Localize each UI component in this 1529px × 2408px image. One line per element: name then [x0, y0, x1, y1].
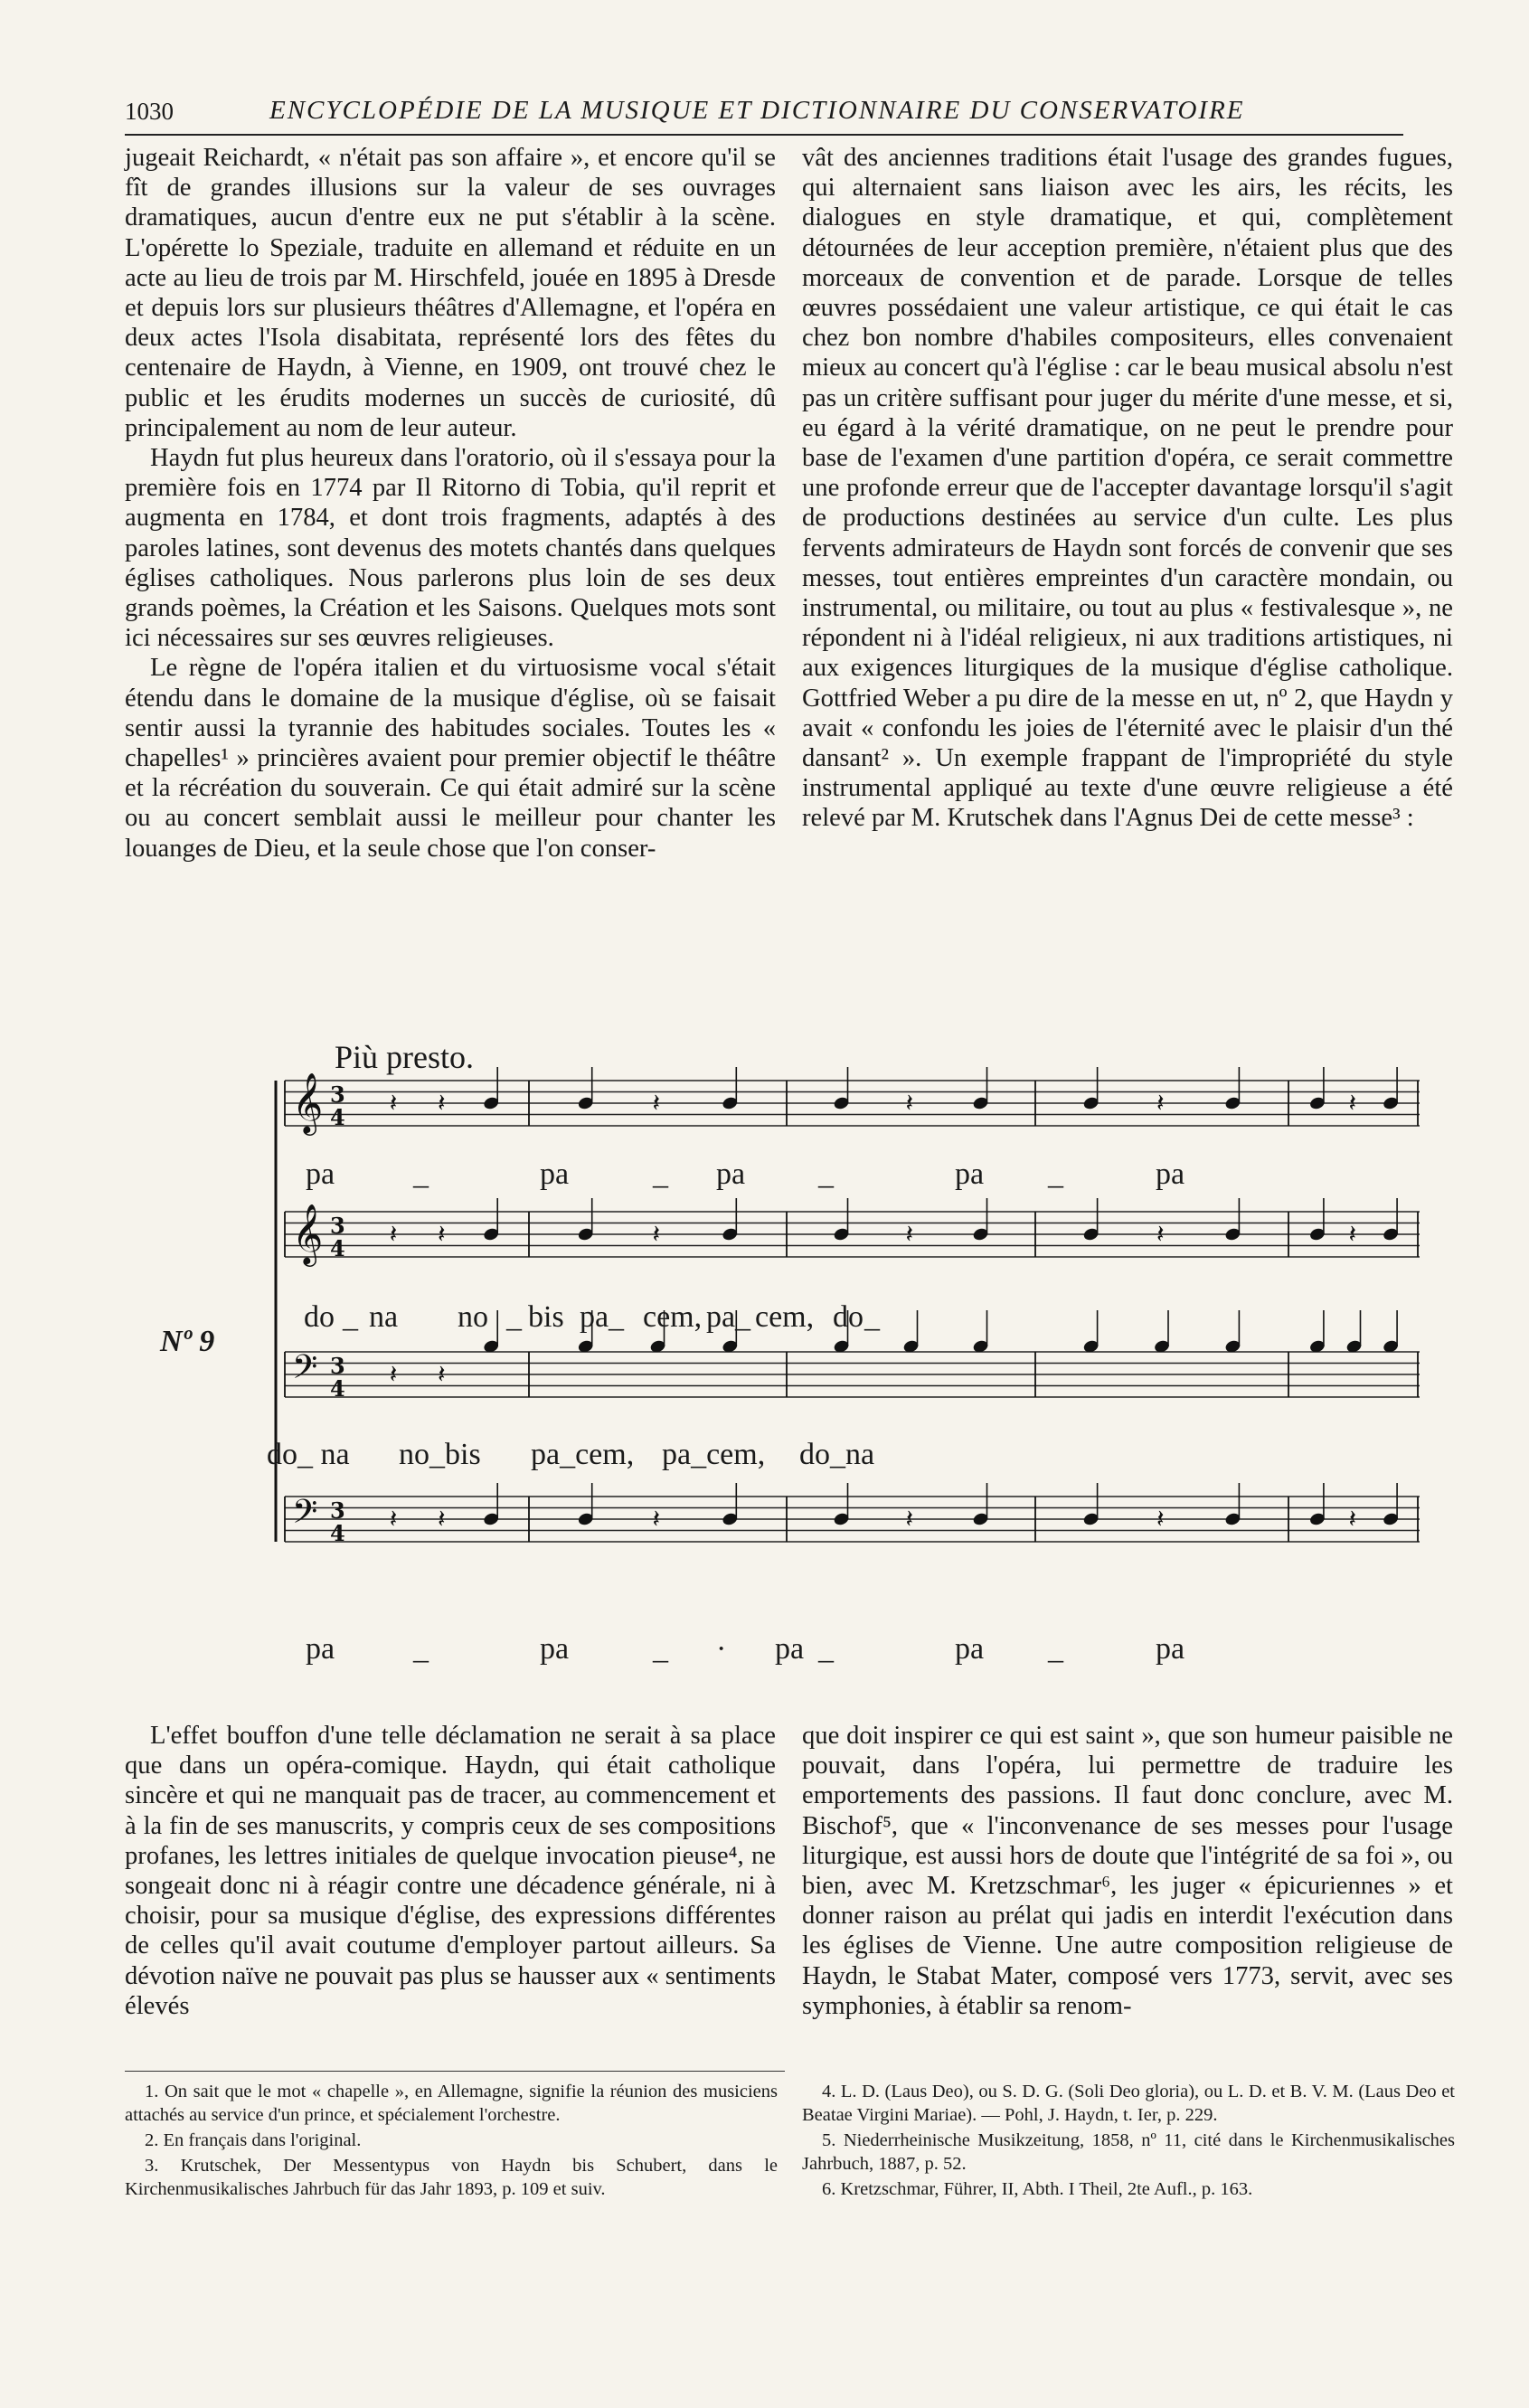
lyric-syllable: _: [413, 1632, 429, 1666]
lyric-syllable: _: [818, 1157, 834, 1191]
rest: 𝄽: [438, 1219, 446, 1249]
rest: 𝄽: [389, 1504, 398, 1534]
bass-clef: 𝄢: [292, 1348, 318, 1394]
paragraph: vât des anciennes traditions était l'usage des grandes fugues, qui alternaient sans liaison avec les airs, les récits, les dialogues en style dramatique, et qui, complètement détournées de leur acception première, n'étaient plus que des morceaux de convention et de parade. Lorsque de telles œuvres possédaient une valeur artistique, ce qui était le cas chez bon nombre d'habiles compositeurs, elles convenaient mieux au concert qu'à l'église : car le beau musical absolu n'est pas un critère suffisant pour juger du mérite d'une messe, et si, eu égard à la vérité dramatique, on ne peut le prendre pour base de l'examen d'une partition d'opéra, ce serait commettre une profonde erreur que de l'accepter davantage lorsqu'il s'agit de productions destinées au service d'un culte. Les plus fervents admirateurs de Haydn sont forcés de convenir que ses messes, tout entières empreintes d'un caractère mondain, ou instrumental, ou militaire, ou tout au plus « festivalesque », ne répondent ni à l'idéal religieux, ni aux traditions artistiques, ni aux exigences liturgiques de la musique d'église catholique. Gottfried Weber a pu dire de la messe en ut, nº 2, que Haydn y avait « confondu les joies de l'éternité avec le plaisir d'un thé dansant² ». Un exemple frappant de l'impropriété du style instrumental appliqué au texte d'une œuvre religieuse a été relevé par M. Krutschek dans l'Agnus Dei de cette messe³ :: [802, 144, 1453, 833]
footnotes-left: [125, 2080, 778, 2203]
rest: 𝄽: [905, 1088, 914, 1118]
rest: 𝄽: [1348, 1504, 1357, 1534]
lyric-syllable: no_bis: [399, 1438, 481, 1471]
rest: 𝄽: [389, 1219, 398, 1249]
lyric-syllable: ·: [716, 1632, 727, 1666]
rest: 𝄽: [1156, 1219, 1165, 1249]
left-column-top: [125, 143, 776, 864]
time-signature: 4: [330, 1235, 345, 1261]
left-column-bottom: [125, 1721, 776, 2021]
treble-clef: 𝄞: [292, 1203, 324, 1264]
lyric-syllable: pa: [706, 1300, 736, 1334]
lyric-syllable: _: [818, 1632, 834, 1666]
footnotes-right: [802, 2080, 1455, 2203]
rest: 𝄽: [652, 1504, 661, 1534]
page-number: 1030: [125, 98, 174, 125]
rest: 𝄽: [652, 1219, 661, 1249]
lyric-syllable: do: [833, 1300, 864, 1334]
lyric-syllable: _: [864, 1300, 880, 1334]
lyric-syllable: cem,: [643, 1300, 703, 1334]
lyric-syllable: pa: [540, 1632, 570, 1666]
music-example: [160, 1039, 1420, 1691]
lyric-syllable: _: [609, 1300, 624, 1334]
paragraph: jugeait Reichardt, « n'était pas son affaire », et encore qu'il se fît de grandes illusions sur la valeur de ses ouvrages dramatiques, aucun d'entre eux ne put s'établir à la scène. L'opérette lo Speziale, traduite en allemand et réduite en un acte au lieu de trois par M. Hirschfeld, jouée en 1895 à Dresde et depuis lors sur plusieurs théâtres d'Allemagne, et l'opéra en deux actes l'Isola disabitata, représenté lors des fêtes du centenaire de Haydn, à Vienne, en 1909, ont trouvé chez le public et les érudits modernes un succès de curiosité, dû principalement au nom de leur auteur.: [125, 144, 776, 442]
lyric-syllable: do: [304, 1300, 335, 1334]
footnote: 4. L. D. (Laus Deo), ou S. D. G. (Soli Deo gloria), ou L. D. et B. V. M. (Laus Deo et Beatae Virgini Mariae). — Pohl, J. Haydn, t. Ier, p. 229.: [802, 2082, 1455, 2125]
lyric-syllable: pa: [540, 1157, 570, 1191]
lyric-syllable: pa: [1156, 1632, 1185, 1666]
lyric-syllable: pa: [580, 1300, 609, 1334]
lyric-syllable: _: [1048, 1632, 1063, 1666]
lyric-syllable: _: [413, 1157, 429, 1191]
score-staves: [267, 1040, 1420, 1691]
lyric-syllable: do_ na: [267, 1438, 350, 1471]
right-column-top: [802, 143, 1453, 834]
paragraph: Le règne de l'opéra italien et du virtuosisme vocal s'était étendu dans le domaine de la musique d'église, où se faisait sentir aussi la tyrannie des habitudes sociales. Toutes les « chapelles¹ » princières avaient pour premier objectif le théâtre et la récréation du souverain. Ce qui était admiré sur la scène ou au concert semblait aussi le meilleur pour chanter les louanges de Dieu, et la seule chose que l'on conser-: [125, 654, 776, 863]
paragraph: Haydn fut plus heureux dans l'oratorio, où il s'essaya pour la première fois en 1774 par Il Ritorno di Tobia, qu'il reprit et augmenta en 1784, et dont trois fragments, adaptés à des paroles latines, sont devenus des motets chantés dans quelques églises catholiques. Nous parlerons plus loin de ses deux grands poèmes, la Création et les Saisons. Quelques mots sont ici nécessaires sur ses œuvres religieuses.: [125, 444, 776, 653]
footnote: 5. Niederrheinische Musikzeitung, 1858, nº 11, cité dans le Kirchenmusikalisches Jahrbuch, 1887, p. 52.: [802, 2130, 1455, 2174]
time-signature: 3: [330, 1213, 345, 1239]
time-signature: 3: [330, 1497, 345, 1524]
lyric-syllable: pa: [716, 1157, 746, 1191]
rest: 𝄽: [905, 1219, 914, 1249]
lyric-syllable: pa: [775, 1632, 805, 1666]
lyric-syllable: cem,: [755, 1300, 815, 1334]
paragraph: L'effet bouffon d'une telle déclamation ne serait à sa place que dans un opéra-comique. Haydn, qui était catholique sincère et qui ne manquait pas de tracer, au commencement et à la fin de ses manuscrits, y compris ceux de ses compositions profanes, les lettres initiales de quelque invocation pieuse⁴, ne songeait donc ni à réagir contre une décadence générale, ni à choisir, pour sa musique d'église, des expressions différentes de celles qu'il avait coutume d'employer partout ailleurs. Sa dévotion naïve ne pouvait pas plus se hausser aux « sentiments élevés: [125, 1722, 776, 2020]
running-title: ENCYCLOPÉDIE DE LA MUSIQUE ET DICTIONNAIRE DU CONSERVATOIRE: [269, 96, 1245, 125]
lyric-syllable: _: [1048, 1157, 1063, 1191]
header-rule: [125, 134, 1403, 136]
rest: 𝄽: [438, 1088, 446, 1118]
example-number: Nº 9: [160, 1325, 215, 1358]
lyric-syllable: _: [343, 1300, 358, 1334]
time-signature: 4: [330, 1520, 345, 1546]
time-signature: 4: [330, 1375, 345, 1402]
treble-clef: 𝄞: [292, 1072, 324, 1133]
time-signature: 4: [330, 1104, 345, 1130]
time-signature: 3: [330, 1353, 345, 1379]
rest: 𝄽: [389, 1088, 398, 1118]
rest: 𝄽: [652, 1088, 661, 1118]
rest: 𝄽: [389, 1359, 398, 1389]
footnote: 1. On sait que le mot « chapelle », en Allemagne, signifie la réunion des musiciens attachés au service d'un prince, et spécialement l'orchestre.: [125, 2082, 778, 2125]
lyric-syllable: pa: [955, 1632, 985, 1666]
footnote: 6. Kretzschmar, Führer, II, Abth. I Theil, 2te Aufl., p. 163.: [822, 2179, 1253, 2199]
right-column-bottom: [802, 1721, 1453, 2021]
footnote-rule: [125, 2071, 785, 2072]
lyric-syllable: _: [506, 1300, 522, 1334]
lyric-syllable: _: [735, 1300, 750, 1334]
footnote: 2. En français dans l'original.: [145, 2130, 362, 2150]
lyric-syllable: pa_cem,: [662, 1438, 766, 1471]
page-header: [125, 94, 1403, 130]
rest: 𝄽: [438, 1504, 446, 1534]
lyric-syllable: na: [369, 1300, 399, 1334]
rest: 𝄽: [905, 1504, 914, 1534]
lyric-syllable: pa: [955, 1157, 985, 1191]
lyric-syllable: pa: [306, 1632, 335, 1666]
rest: 𝄽: [1348, 1088, 1357, 1118]
tempo-marking: Più presto.: [335, 1039, 475, 1075]
lyric-syllable: _: [653, 1632, 668, 1666]
lyric-syllable: _: [653, 1157, 668, 1191]
lyric-syllable: do_na: [799, 1438, 875, 1471]
lyric-syllable: pa: [1156, 1157, 1185, 1191]
footnote: 3. Krutschek, Der Messentypus von Haydn bis Schubert, dans le Kirchenmusikalisches Jahrbuch für das Jahr 1893, p. 109 et suiv.: [125, 2156, 778, 2199]
paragraph: que doit inspirer ce qui est saint », que son humeur paisible ne pouvait, dans l'opéra, lui permettre de traduire les emportements des passions. Il faut donc conclure, avec M. Bischof⁵, que « l'inconvenance de ses messes pour l'usage liturgique, est aussi hors de doute que l'intégrité de sa foi », ou bien, avec M. Kretzschmar⁶, les juger « épicuriennes » et donner raison au prélat qui jadis en interdit l'exécution dans les églises de Vienne. Une autre composition religieuse de Haydn, le Stabat Mater, composé vers 1773, servit, avec ses symphonies, à établir sa renom-: [802, 1722, 1453, 2020]
lyric-syllable: no: [458, 1300, 488, 1334]
rest: 𝄽: [1156, 1504, 1165, 1534]
rest: 𝄽: [1348, 1219, 1357, 1249]
rest: 𝄽: [438, 1359, 446, 1389]
bass-clef: 𝄢: [292, 1493, 318, 1539]
time-signature: 3: [330, 1081, 345, 1108]
lyric-syllable: pa_cem,: [531, 1438, 635, 1471]
rest: 𝄽: [1156, 1088, 1165, 1118]
lyric-syllable: bis: [528, 1300, 564, 1334]
lyric-syllable: pa: [306, 1157, 335, 1191]
